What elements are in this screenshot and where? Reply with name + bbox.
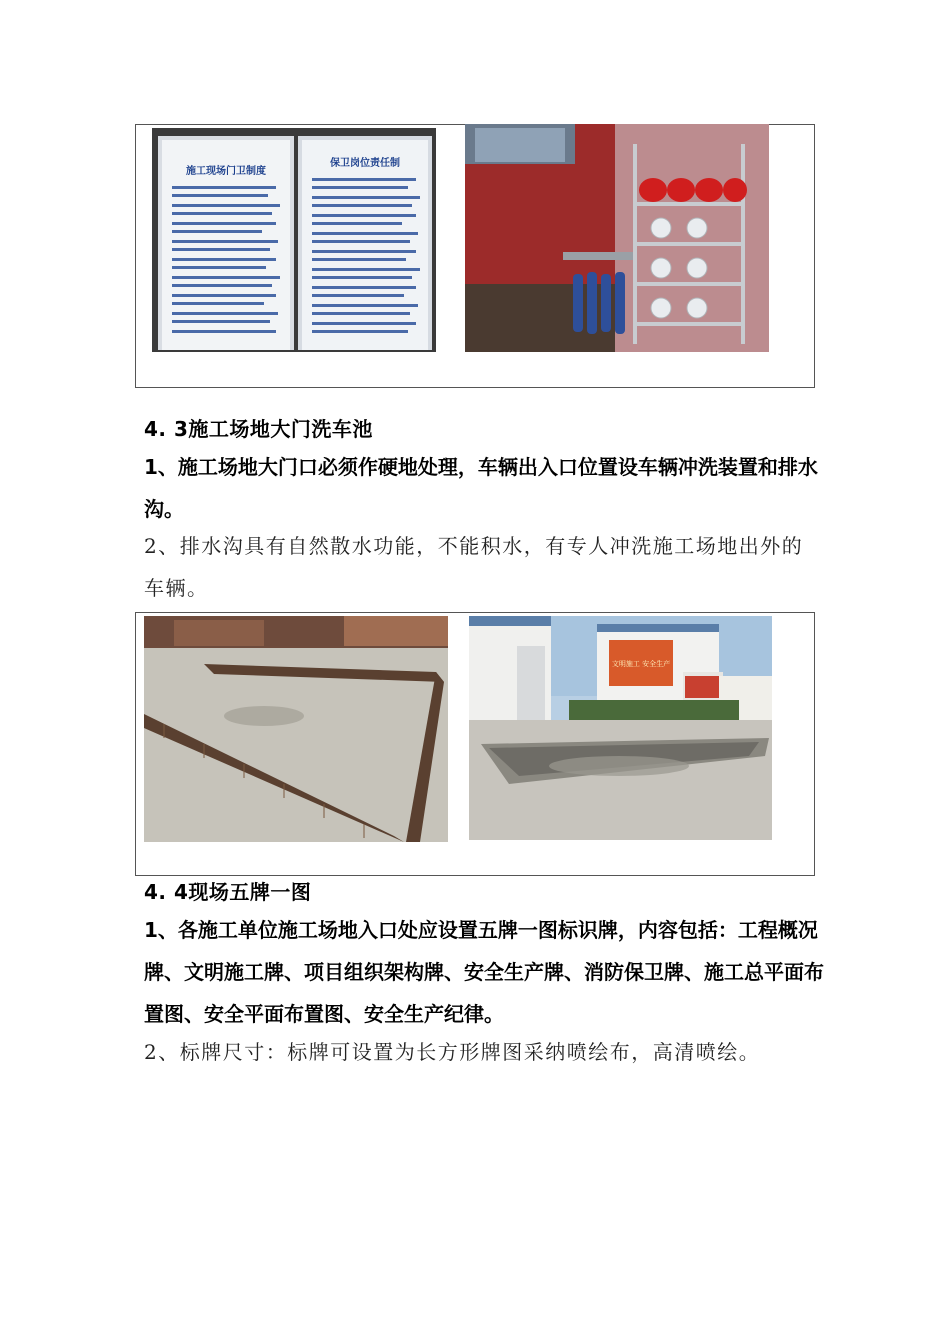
section-4-4-heading: 4. 4现场五牌一图 — [144, 880, 312, 904]
board-right-title: 保卫岗位责任制 — [330, 158, 400, 169]
board-left-title: 施工现场门卫制度 — [186, 166, 266, 177]
drainage-ditch-photo — [144, 616, 448, 842]
wash-pit-entrance-photo — [469, 616, 772, 840]
section-4-4-item-1: 1、各施工单位施工场地入口处应设置五牌一图标识牌，内容包括：工程概况牌、文明施工牌、项目组织架构牌、安全生产牌、消防保卫牌、施工总平面布置图、安全平面布置图、安全生产纪律。 — [144, 918, 824, 1026]
section-4-3-item-1: 1、施工场地大门口必须作硬地处理，车辆出入口位置设车辆冲洗装置和排水沟。 — [144, 455, 818, 521]
section-4-3-item-2: 2、排水沟具有自然散水功能，不能积水，有专人冲洗施工场地出外的车辆。 — [144, 534, 804, 600]
section-4-3-heading: 4. 3施工场地大门洗车池 — [144, 417, 373, 441]
helmet-rack-photo — [465, 124, 769, 352]
section-4-4-item-2: 2、标牌尺寸：标牌可设置为长方形牌图采纳喷绘布，高清喷绘。 — [144, 1040, 761, 1064]
guard-rules-board-photo — [152, 128, 436, 352]
billboard-text: 文明施工 安全生产 — [611, 660, 671, 668]
